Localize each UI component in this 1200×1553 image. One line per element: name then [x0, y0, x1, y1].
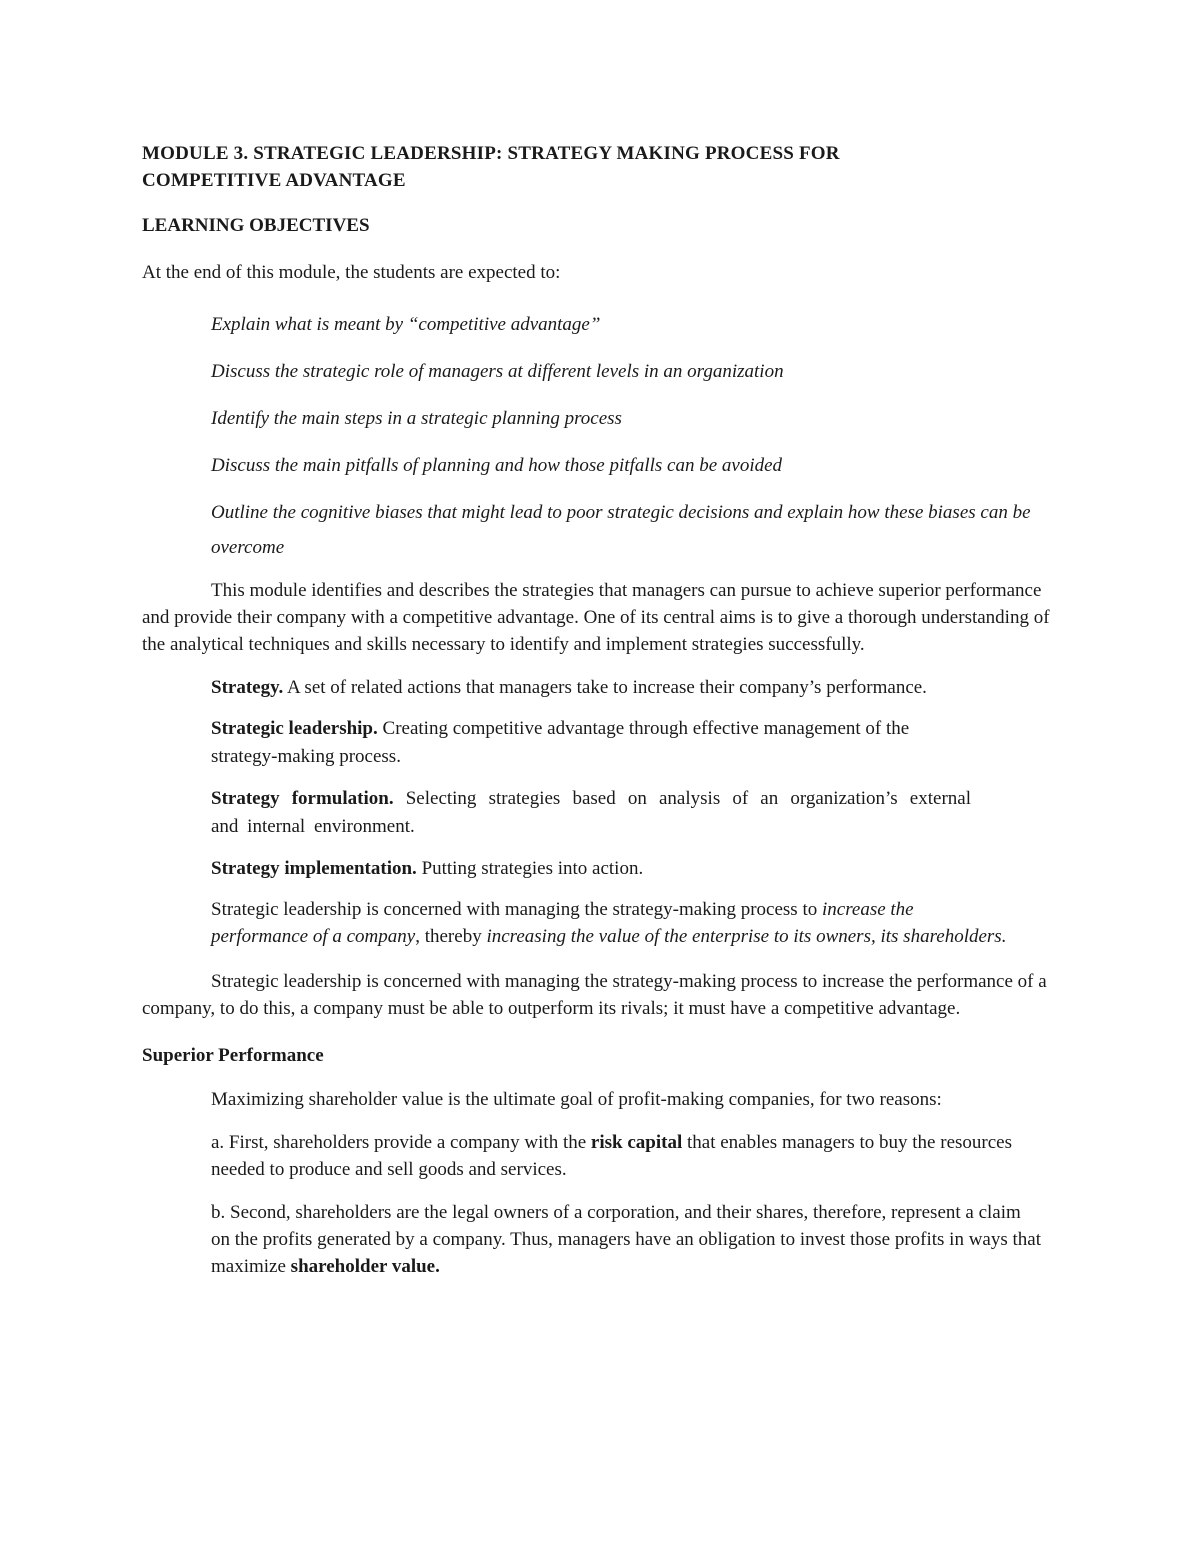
reason-text: b. Second, shareholders are the legal owners of a corporation, and their shares, therefore, represent a claim on the profits generated by a company. Thus, managers have an obligation to invest those profits in ways that maximize — [211, 1202, 1041, 1277]
definition-strategy-implementation — [142, 855, 1057, 883]
leadership-text: Strategic leadership is concerned with managing the strategy-making process to — [211, 899, 822, 920]
objectives-list — [142, 307, 1057, 565]
document-page — [142, 140, 1057, 1280]
leadership-paragraph — [142, 896, 1011, 950]
definition-term: Strategy implementation. — [211, 858, 417, 879]
reason-text: a. First, shareholders provide a company with the — [211, 1132, 591, 1153]
definition-strategy — [142, 674, 1057, 702]
definition-term: Strategy. — [211, 677, 284, 698]
definition-text: Putting strategies into action. — [416, 858, 644, 879]
leadership-emphasis: increasing the value of the enterprise to its owners, its shareholders. — [486, 926, 1007, 947]
superior-performance-heading: Superior Performance — [142, 1045, 324, 1066]
leadership-emphasis: increase the performance of a company — [211, 899, 914, 947]
objective-item: Discuss the main pitfalls of planning and how those pitfalls can be avoided — [211, 455, 783, 476]
definition-strategy-formulation — [142, 785, 971, 841]
objective-item: Explain what is meant by “competitive advantage” — [211, 314, 601, 335]
objectives-intro: At the end of this module, the students are expected to: — [142, 262, 561, 283]
reason-bold-term: risk capital — [590, 1132, 683, 1153]
reason-b — [142, 1199, 1041, 1280]
leadership-text: , thereby — [415, 926, 487, 947]
objective-item: Discuss the strategic role of managers at different levels in an organization — [211, 361, 784, 382]
definition-text: A set of related actions that managers take to increase their company’s performance. — [283, 677, 927, 698]
definition-text: Selecting strategies based on analysis of an organization’s external and internal environment. — [211, 788, 971, 837]
superior-performance-intro: Maximizing shareholder value is the ultimate goal of profit-making companies, for two reasons: — [211, 1089, 942, 1110]
reason-a — [142, 1129, 1041, 1183]
objective-item: Identify the main steps in a strategic planning process — [211, 408, 622, 429]
definition-strategic-leadership — [142, 715, 951, 771]
reason-text: that enables managers to buy the resources needed to produce and sell goods and services. — [211, 1132, 1012, 1180]
leadership-paragraph-2: Strategic leadership is concerned with managing the strategy-making process to increase the performance of a company, to do this, a company must be able to outperform its rivals; it must have a competitive advantage. — [142, 971, 1047, 1019]
definition-term: Strategy formulation. — [211, 788, 394, 809]
learning-objectives-heading: LEARNING OBJECTIVES — [142, 215, 370, 236]
definition-term: Strategic leadership. — [211, 718, 378, 739]
module-description: This module identifies and describes the strategies that managers can pursue to achieve superior performance and provide their company with a competitive advantage. One of its central aims is to give a thorough understanding of the analytical techniques and skills necessary to identify and implement strategies successfully. — [142, 580, 1050, 655]
module-title: MODULE 3. STRATEGIC LEADERSHIP: STRATEGY MAKING PROCESS FOR COMPETITIVE ADVANTAGE — [142, 143, 840, 191]
definition-text: Creating competitive advantage through effective management of the strategy-making process. — [211, 718, 910, 767]
reason-bold-term: shareholder value. — [290, 1256, 440, 1277]
objective-item: Outline the cognitive biases that might lead to poor strategic decisions and explain how these biases can be overcome — [211, 502, 1031, 558]
